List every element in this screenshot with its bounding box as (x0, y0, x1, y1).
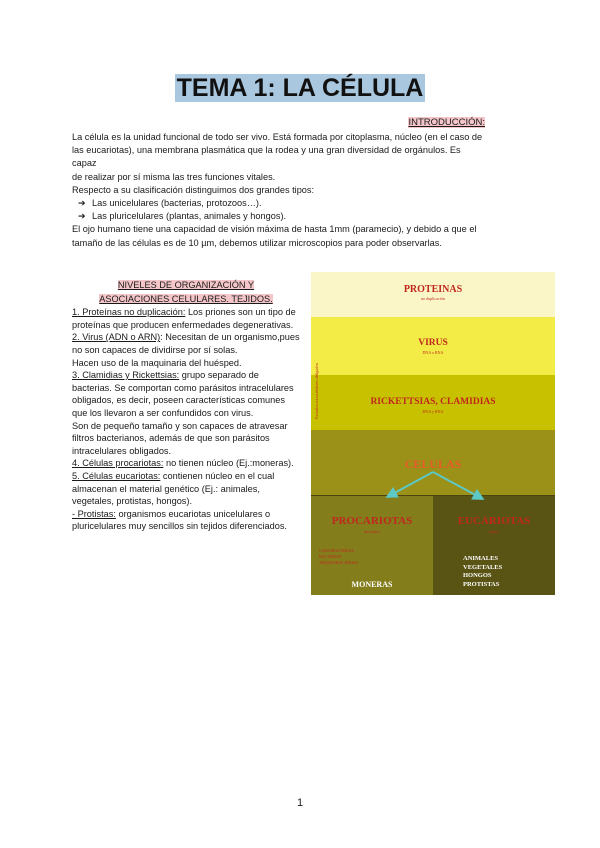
level-item: - Protistas: organismos eucariotas unicelulares o pluricelulares muy sencillos sin tejidos diferenciados. (72, 508, 287, 532)
intro-section (72, 131, 512, 250)
sublabel-rickettsias: DNA y RNA (422, 409, 444, 414)
label-moneras: MONERAS (351, 580, 393, 589)
label-virus: VIRUS (418, 338, 448, 348)
page-number: 1 (296, 797, 304, 809)
level-item: 5. Células eucariotas: contienen núcleo en el cual almacenan el material genético (Ej.: animales, vegetales, protistas, hongos). (72, 470, 275, 507)
intro-heading: INTRODUCCIÓN: (408, 117, 485, 128)
level-item: 1. Proteínas no duplicación: Los priones son un tipo de proteínas que producen enfermedades degenerativas. (72, 307, 296, 330)
sublabel-procariotas: sin núcleo (363, 529, 381, 534)
branch-arrows (311, 272, 555, 594)
arrow-icon: ➔ (78, 211, 86, 222)
sublabel-eucariotas: núcleo (488, 529, 500, 534)
intro-line: las eucariotas), una membrana plasmática que la rodea y una gran diversidad de orgánulos. Es (72, 145, 461, 156)
type-list (72, 197, 512, 223)
levels-heading: NIVELES DE ORGANIZACIÓN Y (117, 280, 255, 290)
label-proteinas: PROTEINAS (403, 284, 463, 295)
procariotas-list: CIANOBACTERIAS BACTERIAS ARQUEOBACTERIAS (319, 548, 358, 565)
intro-line: capaz (72, 158, 97, 169)
levels-heading: ASOCIACIONES CELULARES. TEJIDOS. (99, 293, 273, 304)
level-note: Hacen uso de la maquinaria del huésped. (72, 357, 242, 368)
intro-line: Respecto a su clasificación distinguimos dos grandes tipos: (72, 184, 315, 195)
level-note: Son de pequeño tamaño y son capaces de atravesar filtros bacterianos, además de que son parásitos intracelulares obligados. (72, 420, 288, 456)
label-procariotas: PROCARIOTAS (331, 515, 413, 527)
label-eucariotas: EUCARIOTAS (457, 515, 531, 527)
sublabel-virus: DNA o RNA (422, 350, 444, 355)
arrow-icon: ➔ (78, 198, 86, 209)
intro-line: La célula es la unidad funcional de todo ser vivo. Está formada por citoplasma, núcleo (en el caso de (72, 132, 483, 142)
label-parasitos: Parásitos intracelulares obligados (314, 362, 319, 419)
list-item: ➔ Las pluricelulares (plantas, animales y hongos). (72, 210, 512, 223)
level-item: 3. Clamidias y Rickettsias: grupo separado de bacterias. Se comportan como parásitos intracelulares obligados, es decir, poseen características comunes que los llevaron a ser confundidos con virus. (72, 370, 294, 418)
intro-line: de realizar por sí misma las tres funciones vitales. (72, 171, 276, 182)
list-item: ➔ Las unicelulares (bacterias, protozoos…). (72, 197, 512, 210)
intro-line: El ojo humano tiene una capacidad de visión máxima de hasta 1mm (paramecio), y debido a que el (72, 224, 477, 235)
eucariotas-list: ANIMALES VEGETALES HONGOS PROTISTAS (463, 555, 503, 588)
label-celulas: CELULAS (404, 457, 462, 471)
level-item: 2. Virus (ADN o ARN): Necesitan de un organismo,pues no son capaces de dividirse por sí solas. (72, 332, 300, 355)
sublabel-proteinas: no duplicación (421, 296, 445, 301)
levels-section (72, 279, 300, 533)
organization-diagram (311, 272, 555, 594)
page-title: TEMA 1: LA CÉLULA (176, 74, 424, 102)
intro-line: tamaño de las células es de 10 µm, debemos utilizar microscopios para poder observarlas. (72, 237, 442, 248)
level-item: 4. Células procariotas: no tienen núcleo (Ej.:moneras). (72, 458, 294, 469)
label-rickettsias: RICKETTSIAS, CLAMIDIAS (370, 397, 496, 407)
